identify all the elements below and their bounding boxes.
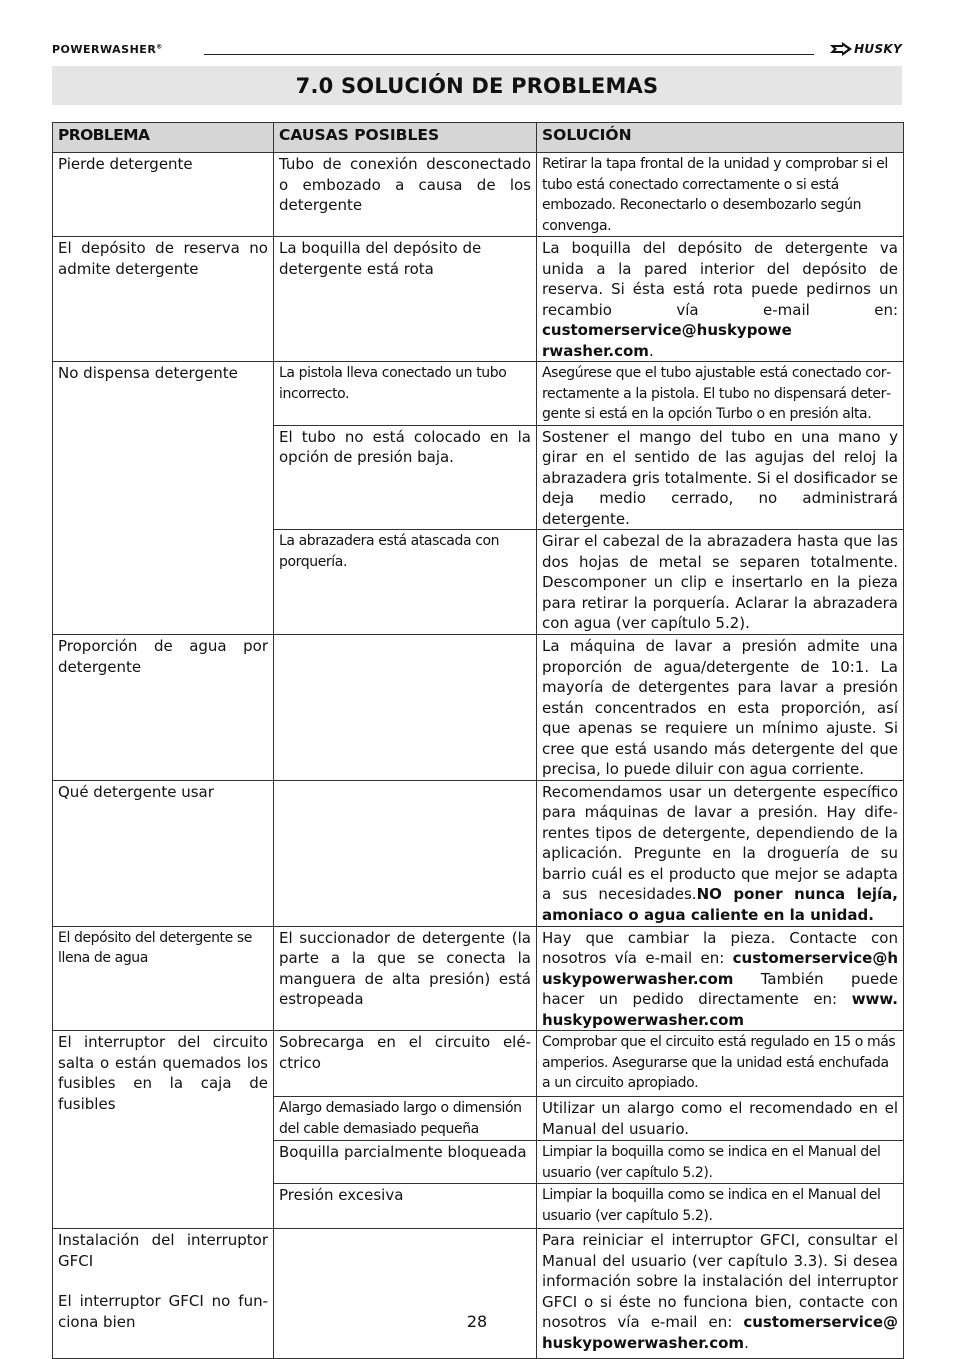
page-number: 28 (466, 1312, 488, 1331)
solution-cell: Retirar la tapa frontal de la unidad y comprobar si el tubo está conectado correctamente o si está embozado. Reconectarlo o desembozarlo según convenga. (537, 153, 904, 237)
solution-cell: Sostener el mango del tubo en una mano y girar en el sentido de las agujas del reloj la abrazadera gris totalmente. Si el dosificador se deja medio cerrado, no administrará detergente. (537, 425, 904, 530)
running-header (52, 40, 902, 60)
table-row (53, 1229, 904, 1359)
solution-cell: Hay que cambiar la pieza. Contacte con nosotros vía e-mail en: customerservice@h uskypowerwasher.com También puede hacer un pedido directamente en: www. huskypowerwasher.com (537, 926, 904, 1031)
cause-cell: Alargo demasiado largo o dimensión del cable demasiado pequeña (274, 1097, 537, 1141)
problem-cell: No dispensa detergente (53, 362, 274, 635)
solution-cell: Para reiniciar el interruptor GFCI, consultar el Manual del usuario (ver capítulo 3.3). Si desea información sobre la instalación del interruptor GFCI o si éste no funciona bien, contacte con nosotros vía e-mail en: customerservice@ huskypowerwasher.com. (537, 1229, 904, 1359)
table-row (53, 926, 904, 1031)
cause-cell: Sobrecarga en el circuito eléctrico (274, 1031, 537, 1097)
solution-cell: La boquilla del depósito de detergente va unida a la pared interior del depósito de reserva. Si ésta está rota puede pedirnos un recambio vía e-mail en: customerservice@huskypowe rwasher.com. (537, 237, 904, 362)
registered-mark: ® (156, 43, 163, 51)
cause-cell (274, 635, 537, 781)
solution-cell: Recomendamos usar un detergente específico para máquinas de lavar a presión. Hay diferentes tipos de detergente, dependiendo de la aplicación. Pregunte en la droguería de su barrio cuál es el producto que mejor se adapta a sus necesidades.NO poner nunca lejía, amoniaco o agua caliente en la unidad. (537, 780, 904, 926)
solution-cell: Limpiar la boquilla como se indica en el Manual del usuario (ver capítulo 5.2). (537, 1141, 904, 1184)
brand-name: POWERWASHER® (52, 43, 163, 56)
solution-cell: La máquina de lavar a presión admite una proporción de agua/detergente de 10:1. La mayoría de detergentes para lavar a presión están concentrados en esta proporción, así que apenas se requiere un mínimo ajuste. Si cree que está usando más detergente del que precisa, lo puede diluir con agua corriente. (537, 635, 904, 781)
problem-cell: Pierde detergente (53, 153, 274, 237)
column-header-problem: PROBLEMA (53, 123, 274, 153)
problem-cell: Instalación del interruptor GFCI El interruptor GFCI no funciona bien (53, 1229, 274, 1359)
cause-cell: La abrazadera está atascada con porquería. (274, 530, 537, 635)
header-rule (204, 54, 814, 55)
solution-cell: Utilizar un alargo como el recomendado en el Manual del usuario. (537, 1097, 904, 1141)
section-title-band (52, 66, 902, 105)
solution-cell: Asegúrese que el tubo ajustable está conectado correctamente a la pistola. El tubo no dispensará detergente si está en la opción Turbo o en presión alta. (537, 362, 904, 426)
cause-cell: La pistola lleva conectado un tubo incorrecto. (274, 362, 537, 426)
solution-cell: Limpiar la boquilla como se indica en el Manual del usuario (ver capítulo 5.2). (537, 1184, 904, 1229)
table-row (53, 153, 904, 237)
table-row (53, 362, 904, 426)
cause-cell: Tubo de conexión desconectado o embozado a causa de los detergente (274, 153, 537, 237)
column-header-causes: CAUSAS POSIBLES (274, 123, 537, 153)
problem-cell: Proporción de agua por detergente (53, 635, 274, 781)
cause-cell: Presión excesiva (274, 1184, 537, 1229)
cause-cell: Boquilla parcialmente bloqueada (274, 1141, 537, 1184)
cause-cell (274, 1229, 537, 1359)
page-title: 7.0 SOLUCIÓN DE PROBLEMAS (295, 73, 659, 98)
troubleshooting-table (52, 122, 904, 1359)
cause-cell (274, 780, 537, 926)
husky-logo (830, 42, 902, 56)
table-row (53, 635, 904, 781)
problem-cell: Qué detergente usar (53, 780, 274, 926)
cause-cell: La boquilla del depósito de detergente está rota (274, 237, 537, 362)
table-row (53, 237, 904, 362)
table-row (53, 1031, 904, 1097)
solution-cell: Girar el cabezal de la abrazadera hasta que las dos hojas de metal se separen totalmente. Descomponer un clip e insertarlo en la pieza para retirar la porquería. Aclarar la abrazadera con agua (ver capítulo 5.2). (537, 530, 904, 635)
solution-cell: Comprobar que el circuito está regulado en 15 o más amperios. Asegurarse que la unidad está enchufada a un circuito apropiado. (537, 1031, 904, 1097)
problem-cell: El interruptor del circuito salta o están quemados los fusibles en la caja de fusibles (53, 1031, 274, 1229)
logo-text: HUSKY (854, 42, 902, 56)
husky-arrow-icon (830, 42, 852, 56)
cause-cell: El succionador de detergente (la parte a la que se conecta la manguera de alta presión) está estropeada (274, 926, 537, 1031)
cause-cell: El tubo no está colocado en la opción de presión baja. (274, 425, 537, 530)
column-header-solution: SOLUCIÓN (537, 123, 904, 153)
table-row (53, 780, 904, 926)
table-header-row (53, 123, 904, 153)
problem-cell: El depósito del detergente se llena de agua (53, 926, 274, 1031)
problem-cell: El depósito de reserva no admite detergente (53, 237, 274, 362)
